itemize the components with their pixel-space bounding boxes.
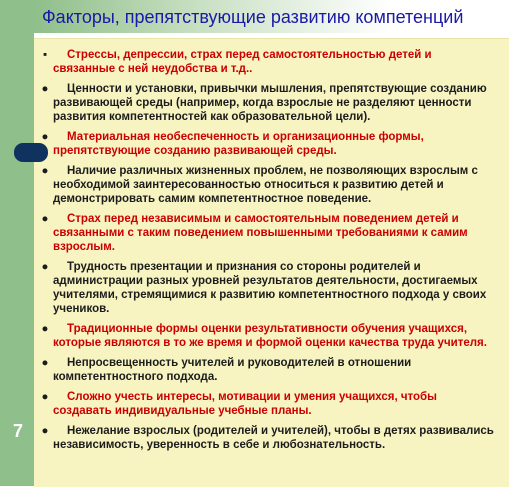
list-item xyxy=(41,212,496,254)
round-bullet-icon: ● xyxy=(41,425,49,437)
round-bullet-icon: ● xyxy=(41,213,49,225)
round-bullet-icon: ● xyxy=(41,323,49,335)
page-number: 7 xyxy=(13,421,24,441)
factors-list xyxy=(41,48,496,458)
list-item-text: Наличие различных жизненных проблем, не позволяющих взрослым с необходимой заинтересованностью относиться к развитию детей и демонстрировать самим компетентностное поведение. xyxy=(53,165,478,205)
list-item-text: Ценности и установки, привычки мышления, препятствующие созданию развивающей среды (например, когда взрослые не разделяют ценности развития компетентностей как образовательной цели). xyxy=(53,83,487,123)
round-bullet-icon: ● xyxy=(41,83,49,95)
list-item-text: Непросвещенность учителей и руководителей в отношении компетентностного подхода. xyxy=(53,357,412,383)
list-item xyxy=(41,424,496,452)
list-item xyxy=(41,260,496,316)
list-item xyxy=(41,390,496,418)
round-bullet-icon: ● xyxy=(41,357,49,369)
list-item-text: Страх перед независимым и самостоятельным поведением детей и связанными с таким поведением повышенными требованиями к самим взрослым. xyxy=(53,213,468,253)
left-sidebar-band xyxy=(0,0,34,486)
list-item-text: Материальная необеспеченность и организационные формы, препятствующие созданию развивающей среды. xyxy=(53,131,424,157)
list-item xyxy=(41,164,496,206)
list-item-text: Сложно учесть интересы, мотивации и умения учащихся, чтобы создавать индивидуальные учебные планы. xyxy=(53,391,437,417)
round-bullet-icon: ● xyxy=(41,131,49,143)
round-bullet-icon: ● xyxy=(41,261,49,273)
list-item xyxy=(41,82,496,124)
list-item-text: Нежелание взрослых (родителей и учителей), чтобы в детях развивались независимость, уверенность в себе и любознательность. xyxy=(53,425,494,451)
list-item xyxy=(41,130,496,158)
list-item xyxy=(41,48,496,76)
round-bullet-icon: ● xyxy=(41,165,49,177)
list-item-text: Трудность презентации и признания со стороны родителей и администрации разных уровней результатов деятельности, достигаемых учителями, стремящимися к развитию компетентностного подхода у своих учеников. xyxy=(53,261,487,315)
round-bullet-icon: ● xyxy=(41,391,49,403)
list-item xyxy=(41,322,496,350)
list-item-text: Традиционные формы оценки результативности обучения учащихся, которые являются в то же время и формой оценки качества труда учителя. xyxy=(53,323,487,349)
list-item-text: Стрессы, депрессии, страх перед самостоятельностью детей и связанные с ней неудобства и т.д.. xyxy=(53,49,432,75)
slide-title: Факторы, препятствующие развитию компетенций xyxy=(42,7,464,27)
list-item xyxy=(41,356,496,384)
square-bullet-icon: ▪ xyxy=(42,49,48,61)
